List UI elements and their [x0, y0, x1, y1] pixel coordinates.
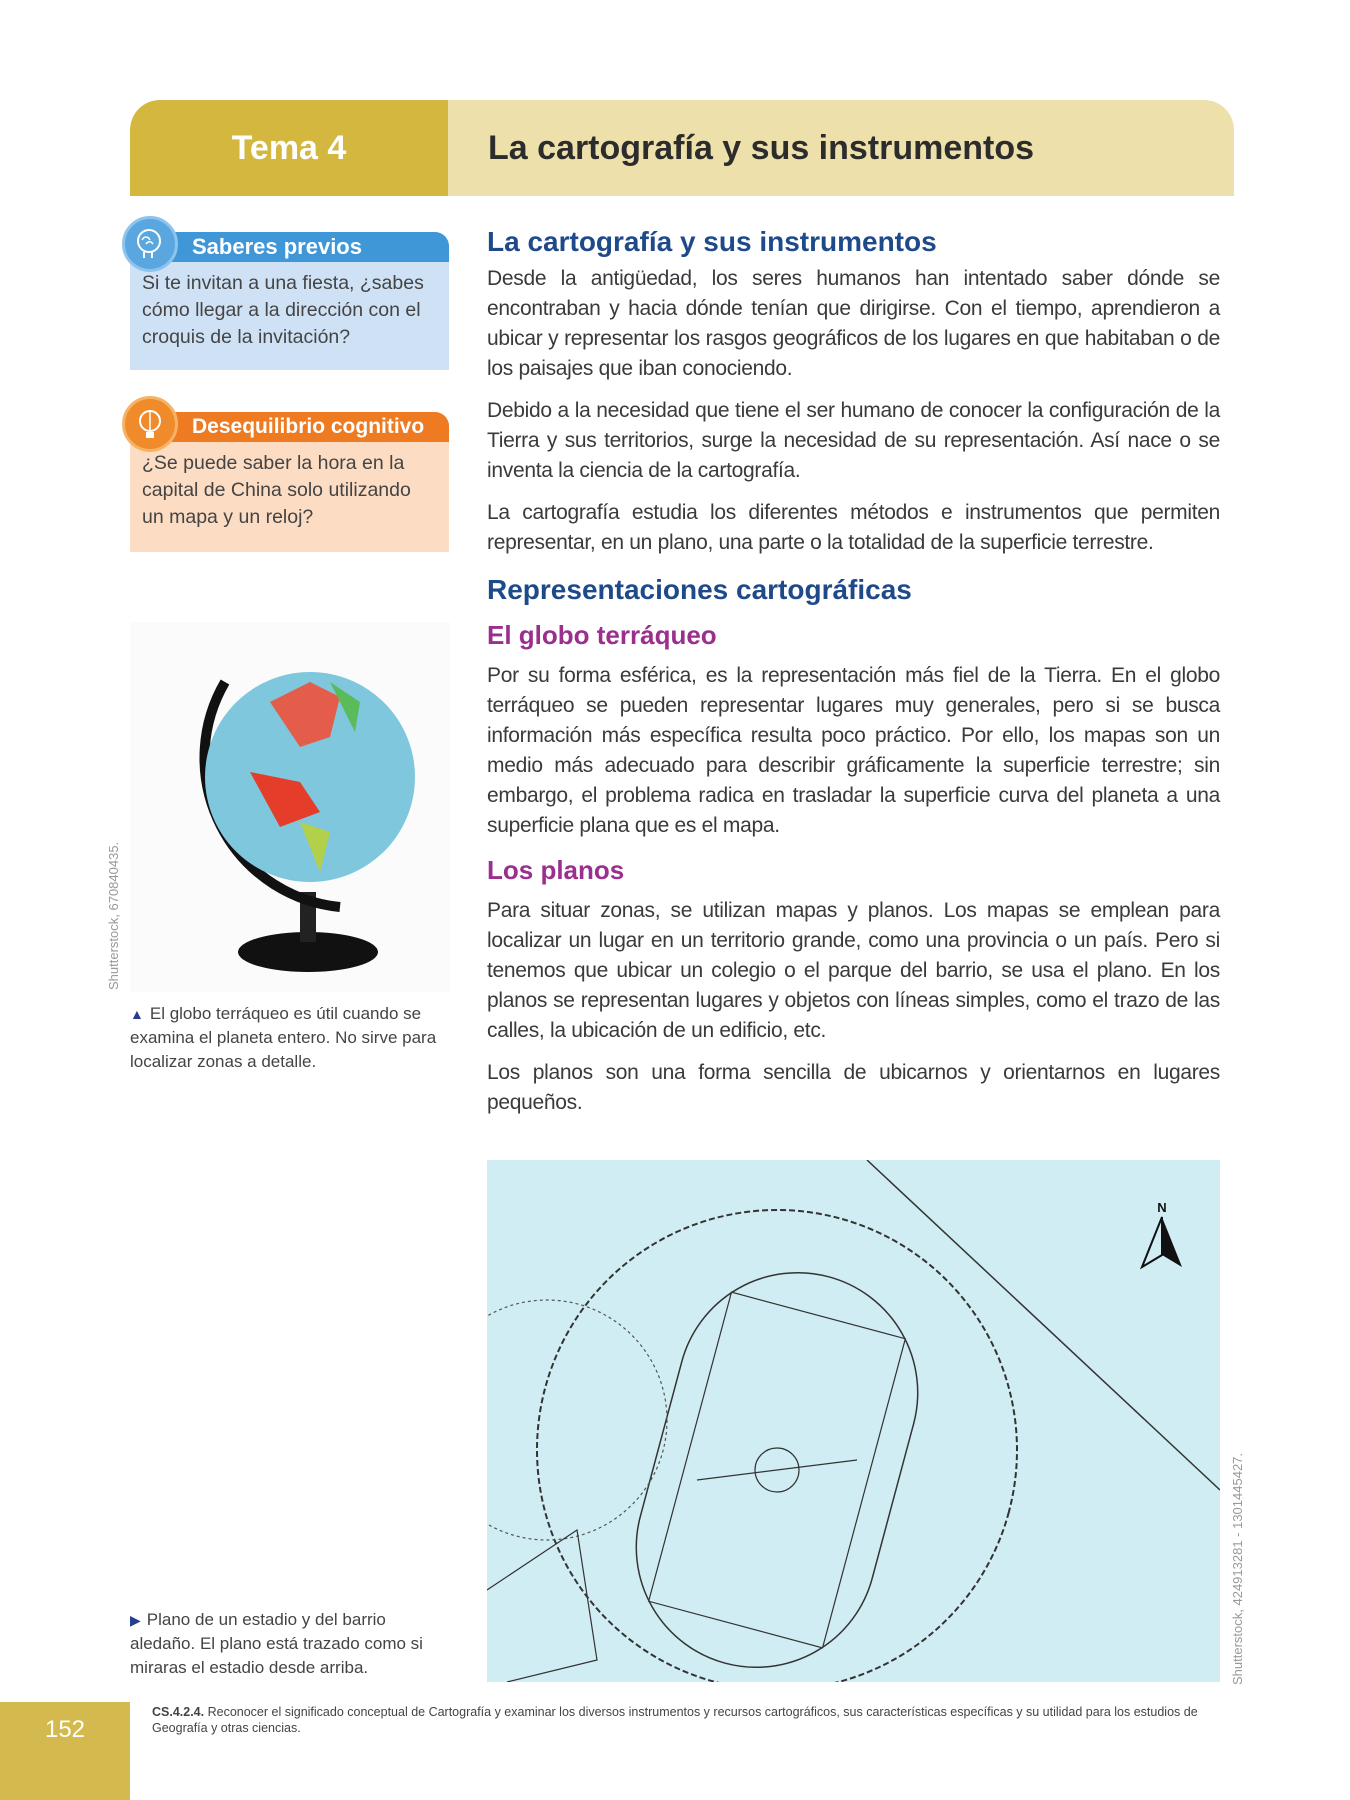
- paragraph: La cartografía estudia los diferentes métodos e instrumentos que permiten representar, en un plano, una parte o la totalidad de la superficie terrestre.: [487, 501, 1220, 554]
- globe-image: [130, 622, 450, 992]
- subheading: El globo terráqueo: [487, 620, 717, 650]
- section-heading: La cartografía y sus instrumentos: [487, 226, 937, 257]
- page-number: 152: [44, 1716, 86, 1743]
- north-arrow: [1137, 1200, 1187, 1276]
- section-heading: Representaciones cartográficas: [487, 574, 912, 605]
- tema-label: Tema 4: [130, 100, 448, 196]
- main-content: [487, 226, 1220, 1118]
- north-label: N: [1157, 1200, 1167, 1215]
- desequilibrio-box: [130, 412, 449, 552]
- globe-caption-text: El globo terráqueo es útil cuando se examina el planeta entero. No sirve para localizar zonas a detalle.: [130, 1004, 437, 1071]
- paragraph: Debido a la necesidad que tiene el ser humano de conocer la configuración de la Tierra y sus territorios, surge la necesidad de su representación. Así nace o se inventa la ciencia de la cartografía.: [487, 399, 1220, 482]
- paragraph: Desde la antigüedad, los seres humanos han intentado saber dónde se encontraban y hacia dónde tenían que dirigirse. Con el tiempo, aprendieron a ubicar y representar los rasgos geográficos de los lugares en que habitaban o de los paisajes que iban conociendo.: [487, 267, 1220, 380]
- brain-head-icon: [122, 216, 178, 272]
- paragraph: Para situar zonas, se utilizan mapas y planos. Los mapas se emplean para localizar un lugar en un territorio grande, como una provincia o un país. Pero si tenemos que ubicar un colegio o el parque del barrio, se usa el plano. En los planos se representan lugares y objetos con líneas simples, como el trazo de las calles, la ubicación de un edificio, etc.: [487, 899, 1220, 1042]
- plan-credit: Shutterstock, 424913281 - 1301445427.: [1230, 1452, 1245, 1685]
- desequilibrio-title: Desequilibrio cognitivo: [130, 412, 449, 442]
- subheading: Los planos: [487, 855, 625, 885]
- paragraph: Los planos son una forma sencilla de ubicarnos y orientarnos en lugares pequeños.: [487, 1061, 1220, 1114]
- standard-text: Reconocer el significado conceptual de Cartografía y examinar los diversos instrumentos y recursos cartográficos, sus características específicas y su utilidad para los estudios de Geografía y otras ciencias.: [152, 1705, 1198, 1735]
- curriculum-standard: [152, 1704, 1232, 1736]
- north-arrow-icon: [1140, 1215, 1184, 1271]
- chapter-title: La cartografía y sus instrumentos: [448, 100, 1234, 196]
- saberes-title: Saberes previos: [130, 232, 449, 262]
- page-number-block: [0, 1702, 130, 1800]
- plan-caption-text: Plano de un estadio y del barrio aledaño. El plano está trazado como si miraras el estadio desde arriba.: [130, 1610, 423, 1677]
- desequilibrio-text: ¿Se puede saber la hora en la capital de China solo utilizando un mapa y un reloj?: [130, 442, 449, 552]
- paragraph: Por su forma esférica, es la representación más fiel de la Tierra. En el globo terráqueo se pueden representar lugares muy generales, pero si se busca información más específica resulta poco práctico. Por ello, los mapas son un medio más adecuado para describir gráficamente la superficie terrestre; sin embargo, el problema radica en trasladar la superficie curva del planeta a una superficie plana que es el mapa.: [487, 664, 1220, 837]
- triangle-right-icon: ▶: [130, 1612, 141, 1628]
- lightbulb-brain-icon: [122, 396, 178, 452]
- globe-credit: Shutterstock, 670840435.: [106, 841, 121, 990]
- saberes-previos-box: [130, 232, 449, 370]
- plan-caption: [130, 1608, 450, 1680]
- globe-caption: [130, 1002, 450, 1074]
- saberes-text: Si te invitan a una fiesta, ¿sabes cómo llegar a la dirección con el croquis de la invitación?: [130, 262, 449, 370]
- stadium-plan-image: [487, 1160, 1220, 1682]
- triangle-up-icon: ▲: [130, 1006, 144, 1022]
- standard-code: CS.4.2.4.: [152, 1705, 205, 1719]
